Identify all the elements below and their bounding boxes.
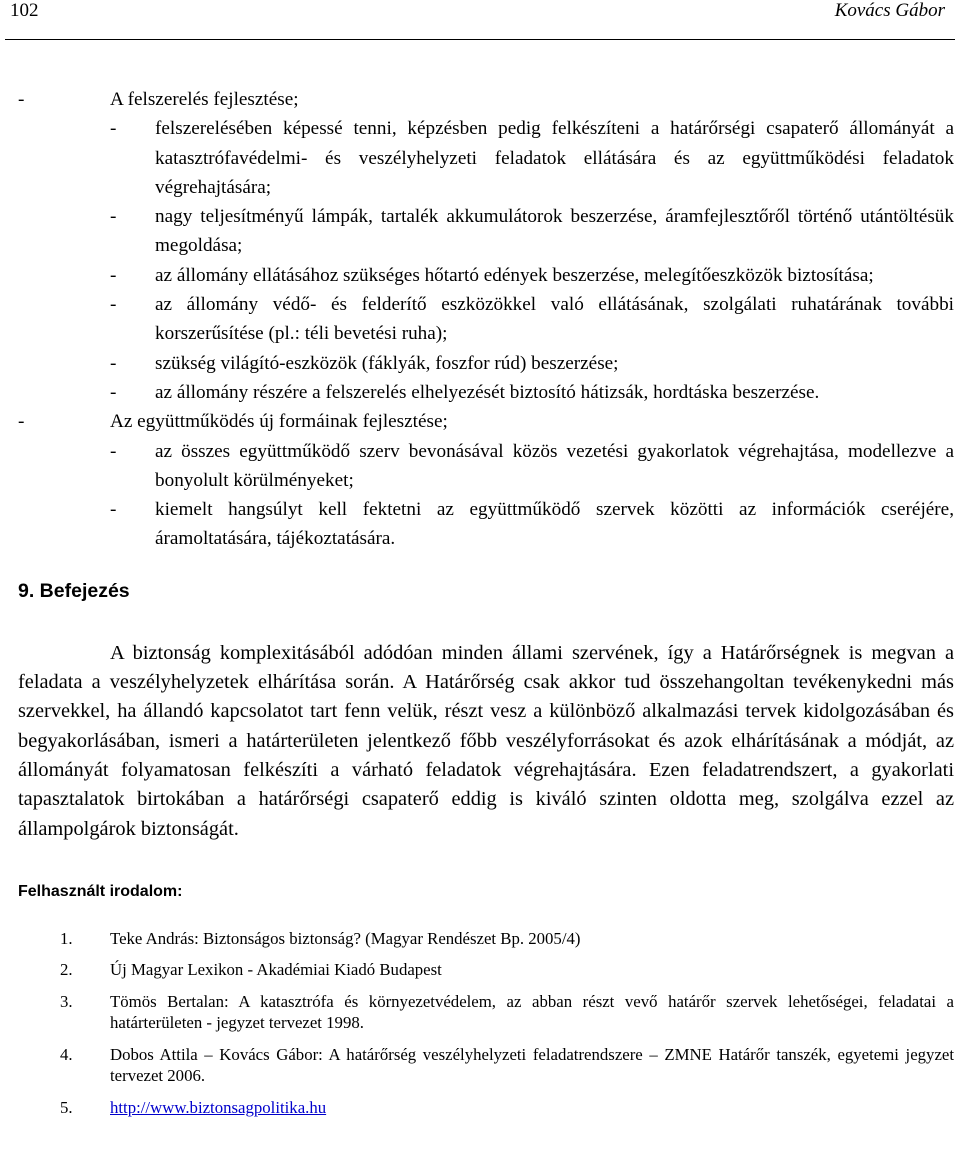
references-heading: Felhasznált irodalom: [18, 882, 183, 900]
reference-number: 2. [60, 960, 73, 980]
list-item [110, 437, 954, 496]
reference-text: Tömös Bertalan: A katasztrófa és környezetvédelem, az abban részt vevő határőr szervek lehetőségei, feladatai a határterületen - jegyzet tervezet 1998. [110, 991, 954, 1033]
list-group [18, 407, 954, 553]
page-number: 102 [10, 0, 39, 21]
reference-text: Teke András: Biztonságos biztonság? (Magyar Rendészet Bp. 2005/4) [110, 928, 581, 948]
list-item [110, 290, 954, 349]
list-item-text: az állomány ellátásához szükséges hőtartó edények beszerzése, melegítőeszközök biztosítása; [155, 264, 874, 286]
list-marker: - [110, 264, 117, 286]
reference-link-wrapper [110, 1097, 954, 1119]
list-item [110, 349, 954, 378]
list-marker: - [18, 89, 25, 110]
reference-item [18, 991, 954, 1034]
list-item-title: A felszerelés fejlesztése; [110, 89, 299, 110]
references-list [18, 928, 954, 1119]
list-marker: - [110, 440, 117, 462]
reference-text: Új Magyar Lexikon - Akadémiai Kiadó Budapest [110, 960, 442, 980]
reference-number: 1. [60, 928, 73, 948]
reference-number: 5. [60, 1097, 73, 1117]
section-heading: 9. Befejezés [18, 579, 130, 602]
page-header [10, 0, 945, 28]
list-marker: - [110, 352, 117, 374]
list-marker: - [110, 294, 117, 316]
list-item-text: kiemelt hangsúlyt kell fektetni az együttműködő szervek közötti az információk cseréjére, áramoltatására, tájékoztatására. [155, 499, 954, 550]
reference-item [18, 959, 954, 981]
reference-number: 3. [60, 991, 73, 1011]
list-marker: - [110, 381, 117, 403]
list-group [18, 85, 954, 407]
list-marker: - [18, 411, 25, 433]
list-item-text: szükség világító-eszközök (fáklyák, foszfor rúd) beszerzése; [155, 352, 619, 374]
reference-link[interactable]: http://www.biztonsagpolitika.hu [110, 1097, 327, 1117]
list-marker: - [110, 206, 117, 228]
list-marker: - [110, 118, 117, 140]
reference-item [18, 928, 954, 950]
conclusion-paragraph: A biztonság komplexitásából adódóan minden állami szervének, így a Határőrségnek is megvan a feladata a veszélyhelyzetek elhárítása során. A Határőrség csak akkor tud összehangoltan tevékenykedni más szervekkel, ha állandó kapcsolatot tart fenn velük, részt vesz a különböző alkalmazási tervek kidolgozásában és begyakorlásában, ismeri a határterületen jelentkező főbb veszélyforrásokat és azok elhárításának a módját, az állományát folyamatosan felkészíti a várható feladatok végrehajtására. Ezen feladatrendszert, a gyakorlati tapasztalatok birtokában a határőrségi csapaterő eddig is kiváló szinten oldotta meg, szolgálva ezzel az állampolgárok biztonságát. [18, 641, 954, 840]
list-item-text: az összes együttműködő szerv bevonásával közös vezetési gyakorlatok végrehajtása, modellezve a bonyolult körülményeket; [155, 440, 954, 491]
list-item [110, 495, 954, 554]
reference-number: 4. [60, 1044, 73, 1064]
reference-item [18, 1044, 954, 1087]
list-item-text: felszerelésében képessé tenni, képzésben pedig felkészíteni a határőrségi csapaterő állományát a katasztrófavédelmi- és veszélyhelyzeti feladatok ellátására és az együttműködési feladatok végrehajtására; [155, 118, 954, 198]
list-item [110, 202, 954, 261]
list-item-level1 [18, 85, 954, 114]
header-rule [5, 39, 955, 40]
reference-item [18, 1097, 954, 1119]
list-item [110, 378, 954, 407]
document-body [18, 85, 954, 1128]
list-item-title: Az együttműködés új formáinak fejlesztése; [110, 411, 448, 433]
list-item-level1 [18, 407, 954, 436]
list-item [110, 114, 954, 202]
list-item-text: nagy teljesítményű lámpák, tartalék akkumulátorok beszerzése, áramfejlesztőről történő utántöltésük megoldása; [155, 206, 954, 257]
reference-text: Dobos Attila – Kovács Gábor: A határőrség veszélyhelyzeti feladatrendszere – ZMNE Határőr tanszék, egyetemi jegyzet tervezet 2006. [110, 1044, 954, 1086]
list-item-text: az állomány védő- és felderítő eszközökkel való ellátásának, szolgálati ruhatárának további korszerűsítése (pl.: téli bevetési ruha); [155, 294, 954, 345]
list-item-text: az állomány részére a felszerelés elhelyezését biztosító hátizsák, hordtáska beszerzése. [155, 381, 820, 403]
list-item [110, 261, 954, 290]
running-header-author: Kovács Gábor [834, 0, 945, 21]
list-marker: - [110, 499, 117, 521]
